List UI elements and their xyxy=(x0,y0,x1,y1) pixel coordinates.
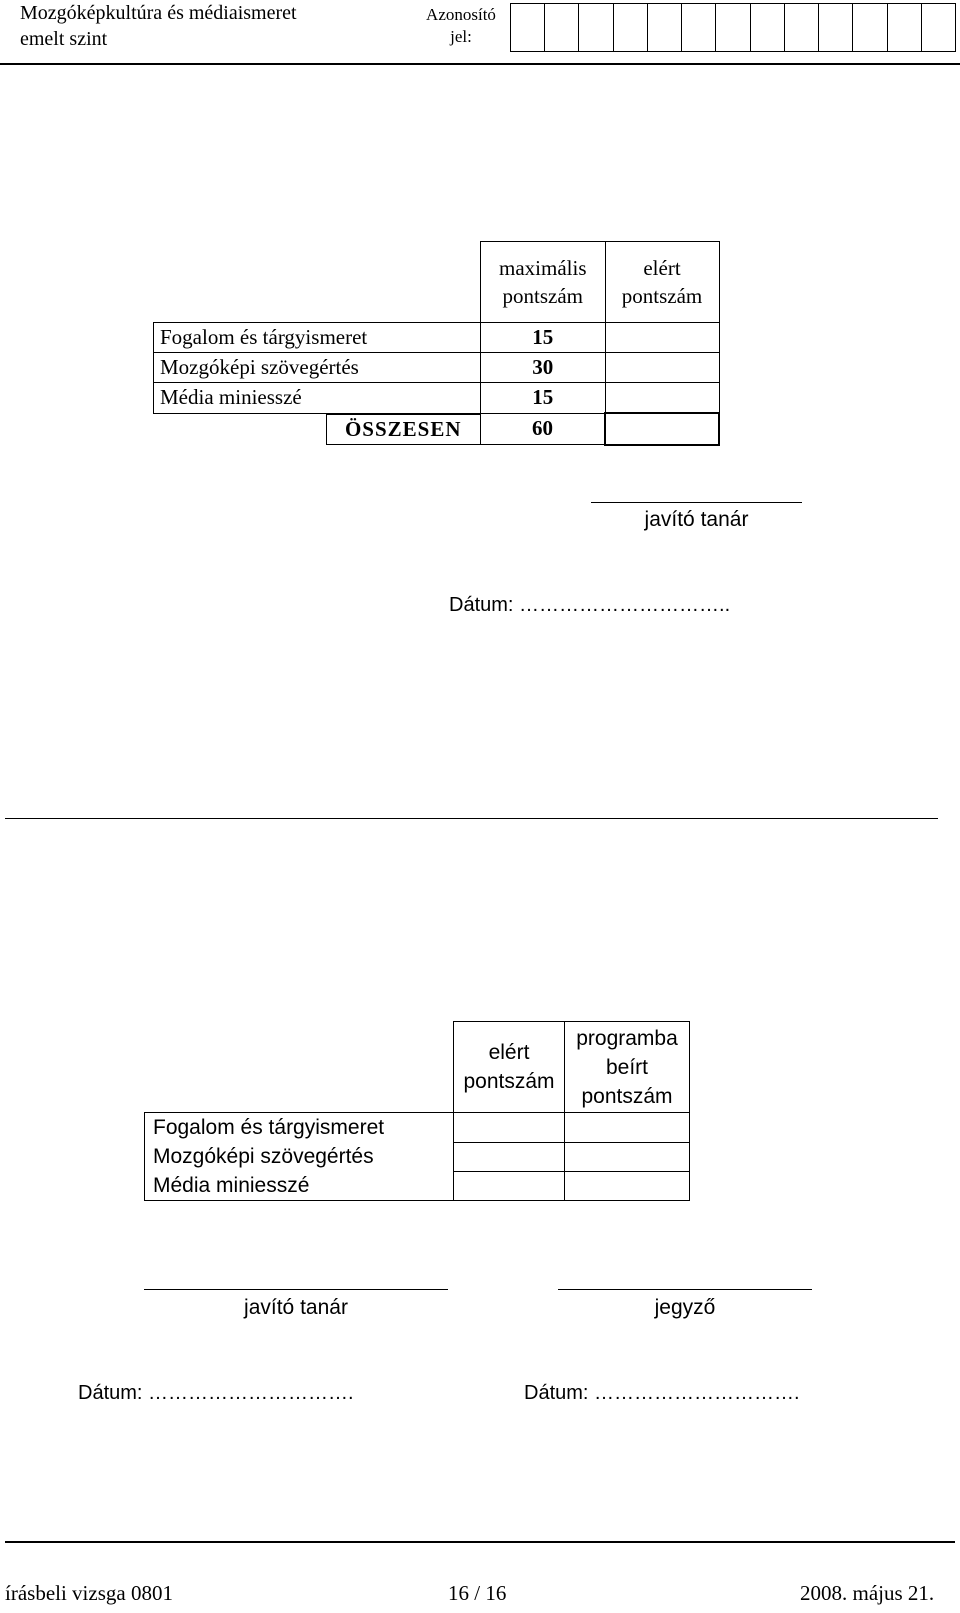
score-table-1 xyxy=(153,241,720,446)
id-code-box[interactable] xyxy=(853,4,887,51)
row-label: Mozgóképi szövegértés xyxy=(145,1142,454,1171)
max-score: 30 xyxy=(481,353,606,383)
table-row xyxy=(154,383,720,414)
id-code-box[interactable] xyxy=(511,4,545,51)
id-code-box[interactable] xyxy=(682,4,716,51)
max-score: 15 xyxy=(481,323,606,353)
program-score-header: programba beírt pontszám xyxy=(565,1022,690,1113)
achieved-score-cell[interactable] xyxy=(454,1142,565,1171)
total-label: ÖSSZESEN xyxy=(326,414,481,445)
program-score-cell[interactable] xyxy=(565,1113,690,1143)
page-number: 16 / 16 xyxy=(448,1581,507,1605)
id-code-box[interactable] xyxy=(785,4,819,51)
signature-line-teacher xyxy=(144,1289,448,1290)
signature-label: javító tanár xyxy=(644,508,749,531)
achieved-score-cell[interactable] xyxy=(454,1171,565,1201)
row-label: Média miniesszé xyxy=(154,383,481,414)
date-field-teacher[interactable]: Dátum: …………………………. xyxy=(78,1382,354,1404)
section-divider xyxy=(5,818,938,819)
row-label: Mozgóképi szövegértés xyxy=(154,353,481,383)
table-row xyxy=(154,353,720,383)
achieved-score-header: elért pontszám xyxy=(454,1022,565,1113)
score-table-2 xyxy=(144,1021,690,1201)
exam-date: 2008. május 21. xyxy=(800,1581,935,1605)
id-code-box[interactable] xyxy=(545,4,579,51)
footer-rule xyxy=(5,1541,955,1543)
date-field-recorder[interactable]: Dátum: …………………………. xyxy=(524,1382,800,1404)
achieved-score-cell[interactable] xyxy=(605,383,719,414)
total-row xyxy=(154,413,720,445)
id-code-box[interactable] xyxy=(751,4,785,51)
program-score-cell[interactable] xyxy=(565,1171,690,1201)
id-code-box[interactable] xyxy=(716,4,750,51)
achieved-score-cell[interactable] xyxy=(454,1113,565,1143)
table-row xyxy=(154,323,720,353)
table-row xyxy=(145,1142,690,1171)
document-header xyxy=(20,0,297,52)
id-code-box[interactable] xyxy=(579,4,613,51)
subject-title: Mozgóképkultúra és médiaismeret xyxy=(20,2,297,24)
id-code-box[interactable] xyxy=(614,4,648,51)
row-label: Fogalom és tárgyismeret xyxy=(145,1113,454,1143)
total-achieved-cell[interactable] xyxy=(605,413,719,445)
program-score-cell[interactable] xyxy=(565,1142,690,1171)
id-code-box[interactable] xyxy=(819,4,853,51)
signature-line-recorder xyxy=(558,1289,812,1290)
max-score: 15 xyxy=(481,383,606,414)
signature-label-teacher: javító tanár xyxy=(244,1296,348,1319)
id-code-box[interactable] xyxy=(922,4,955,51)
row-label: Média miniesszé xyxy=(145,1171,454,1201)
signature-label-recorder: jegyző xyxy=(654,1296,716,1319)
total-max-score: 60 xyxy=(481,413,606,445)
date-field[interactable]: Dátum: ………………………….. xyxy=(449,594,731,616)
id-label: Azonosító jel: xyxy=(426,5,496,46)
header-rule xyxy=(0,63,960,65)
level-label: emelt szint xyxy=(20,28,108,50)
id-code-box[interactable] xyxy=(888,4,922,51)
signature-line xyxy=(591,502,802,503)
row-label: Fogalom és tárgyismeret xyxy=(154,323,481,353)
table-row xyxy=(145,1171,690,1201)
table-row xyxy=(145,1113,690,1143)
max-score-header: maximális pontszám xyxy=(481,242,606,323)
achieved-score-cell[interactable] xyxy=(605,323,719,353)
achieved-score-header: elért pontszám xyxy=(605,242,719,323)
id-code-box[interactable] xyxy=(648,4,682,51)
id-code-boxes xyxy=(510,3,956,52)
exam-code: írásbeli vizsga 0801 xyxy=(5,1581,173,1605)
achieved-score-cell[interactable] xyxy=(605,353,719,383)
